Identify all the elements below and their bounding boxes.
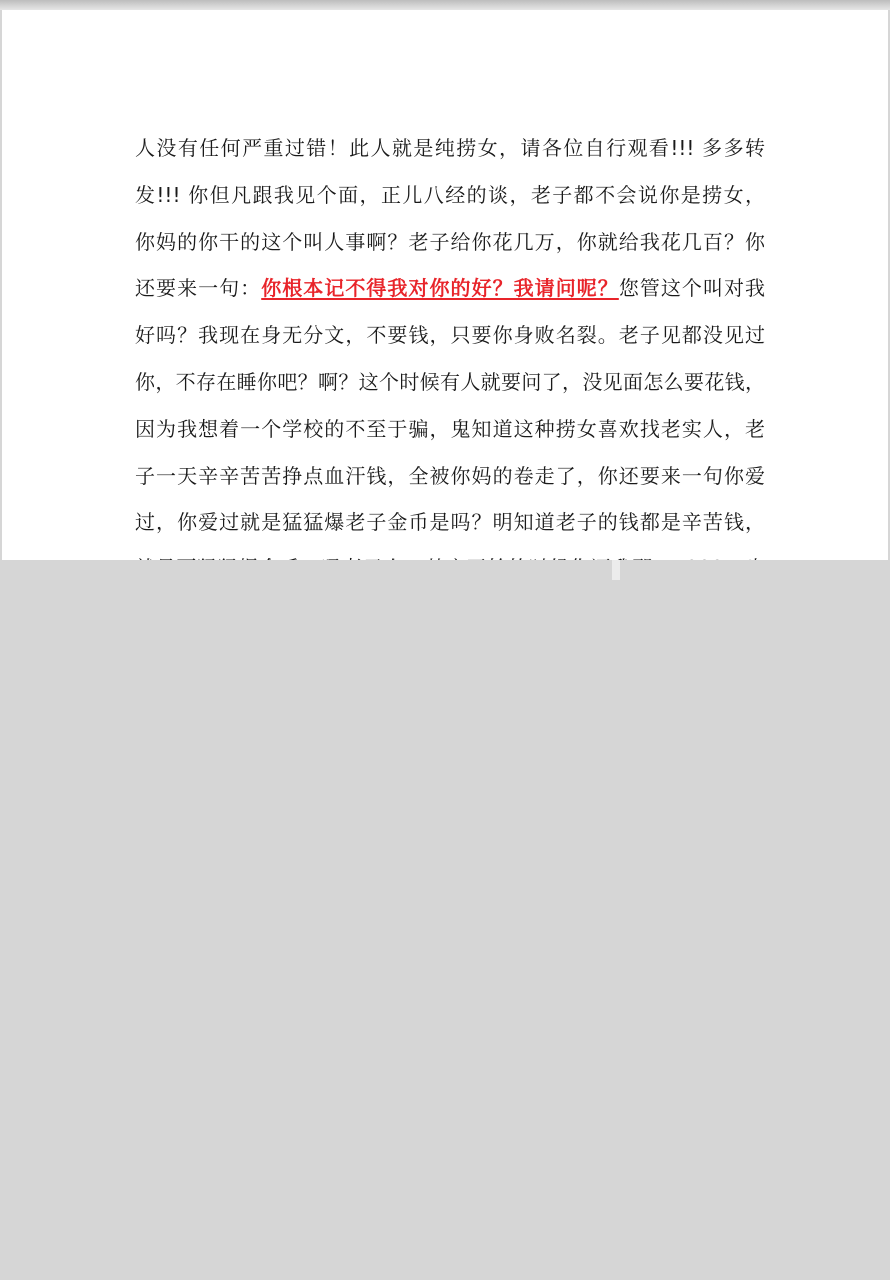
text-line-7: 因为我想着一个学校的不至于骗，鬼知道这种捞女喜欢找老实人，老	[135, 416, 765, 441]
text-line-4-prefix: 还要来一句：	[135, 276, 262, 301]
text-line-2: 发!!! 你但凡跟我见个面，正儿八经的谈，老子都不会说你是捞女，	[135, 182, 765, 207]
text-line-3: 你妈的你干的这个叫人事啊？老子给你花几万，你就给我花几百？你	[135, 229, 765, 254]
document-body	[135, 125, 765, 546]
text-line-8: 子一天辛辛苦苦挣点血汗钱，全被你妈的卷走了，你还要来一句你爱	[135, 463, 765, 488]
page-notch	[612, 560, 620, 580]
text-line-1: 人没有任何严重过错！此人就是纯捞女，请各位自行观看!!! 多多转	[135, 136, 765, 160]
text-line-6: 你，不存在睡你吧？啊？这个时候有人就要问了，没见面怎么要花钱，	[135, 369, 765, 394]
text-line-4-suffix: 您管这个叫对我	[618, 276, 766, 301]
text-line-9: 过，你爱过就是猛猛爆老子金币是吗？明知道老子的钱都是辛苦钱，	[135, 510, 765, 535]
document-page	[2, 10, 888, 560]
blank-gray-area	[0, 560, 890, 1280]
top-edge	[0, 0, 890, 10]
text-line-4	[135, 265, 765, 312]
text-line-5: 好吗？我现在身无分文，不要钱，只要你身败名裂。老子见都没见过	[135, 323, 765, 348]
highlighted-quote: 你根本记不得我对你的好？我请问呢？	[261, 276, 619, 301]
